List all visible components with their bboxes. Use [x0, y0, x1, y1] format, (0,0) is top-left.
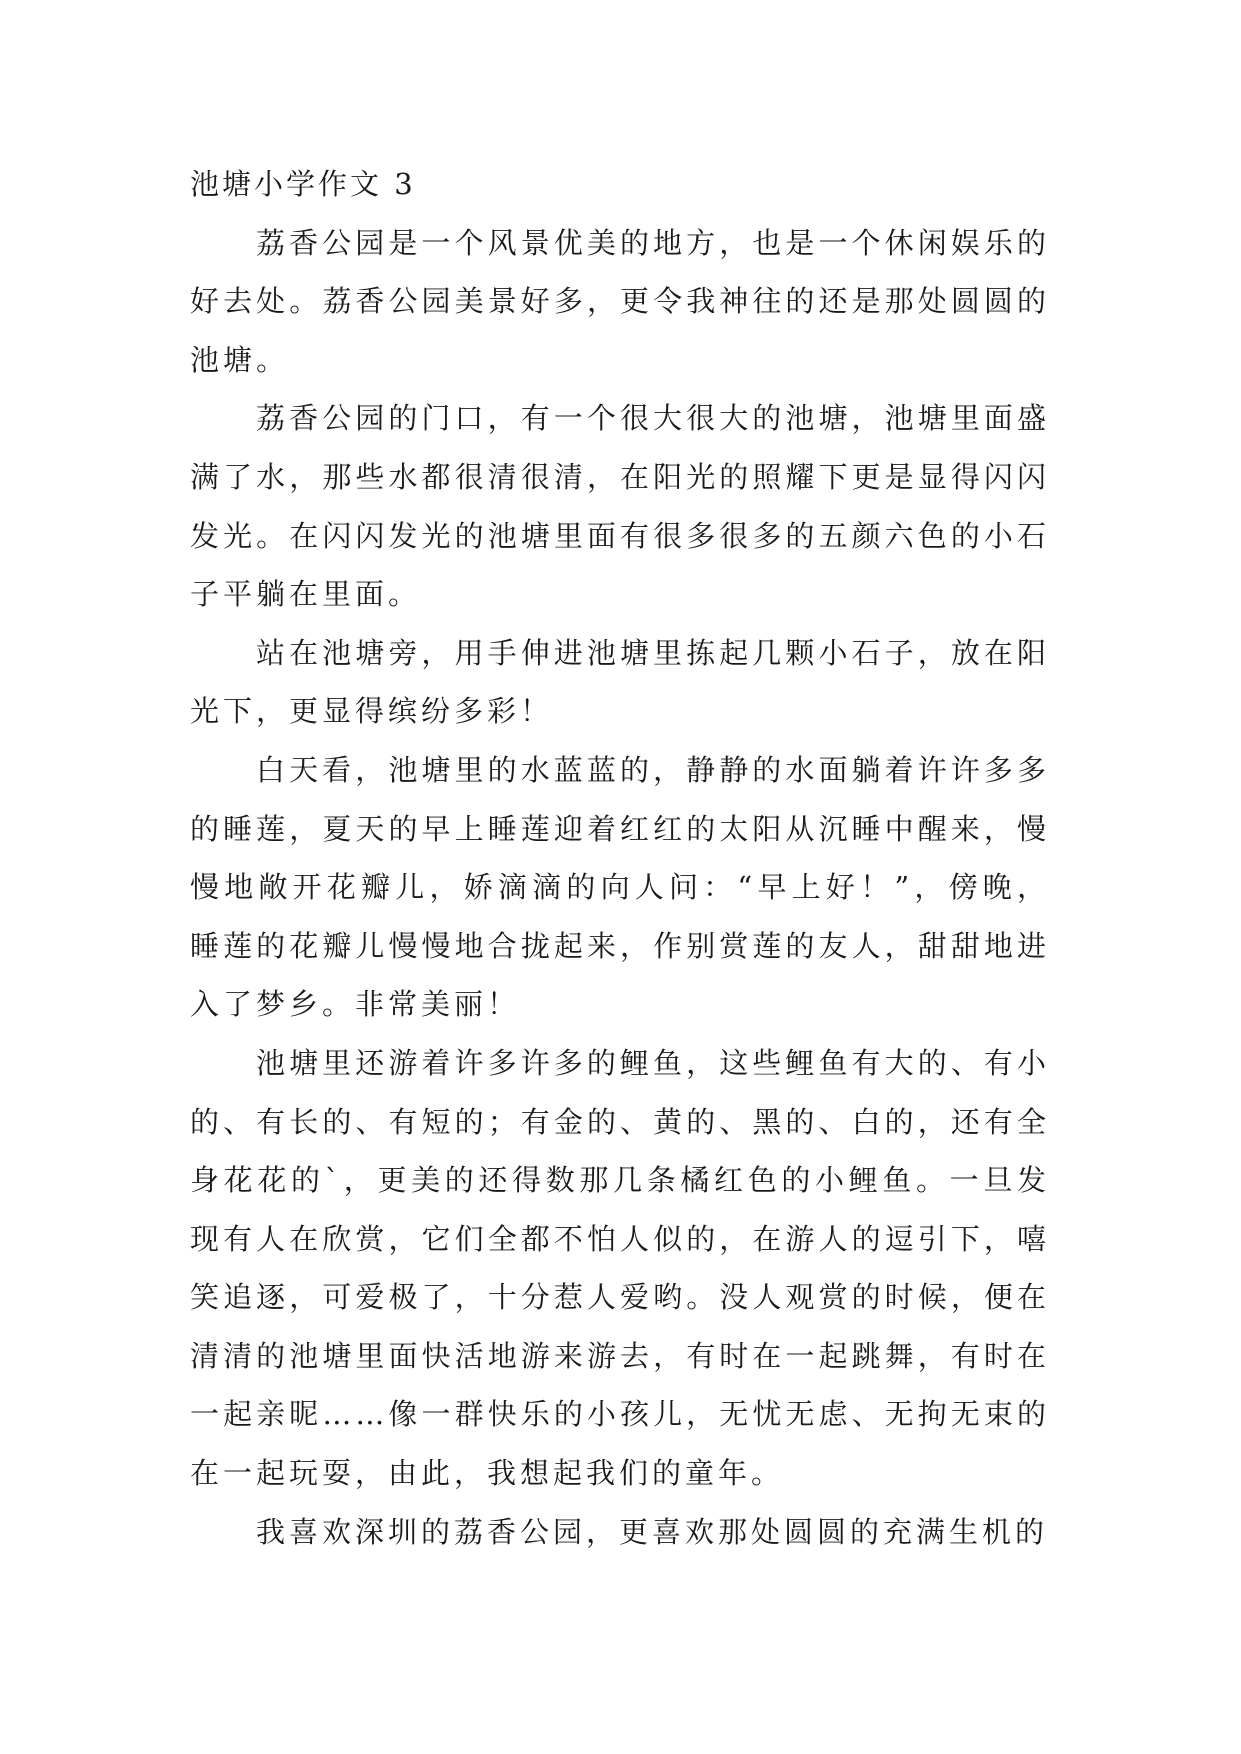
paragraph-pond-entrance: 荔香公园的门口，有一个很大很大的池塘，池塘里面盛满了水，那些水都很清很清，在阳光的照耀下更是显得闪闪发光。在闪闪发光的池塘里面有很多很多的五颜六色的小石子平躺在里面。 — [190, 401, 1050, 612]
paragraph-water-lilies: 白天看，池塘里的水蓝蓝的，静静的水面躺着许许多多的睡莲，夏天的早上睡莲迎着红红的太阳从沉睡中醒来，慢慢地敞开花瓣儿，娇滴滴的向人问：“早上好！”，傍晚，睡莲的花瓣儿慢慢地合拢起来，作别赏莲的友人，甜甜地进入了梦乡。非常美丽！ — [190, 752, 1050, 1022]
essay-title: 池塘小学作文 3 — [190, 167, 416, 201]
paragraph-closing: 我喜欢深圳的荔香公园，更喜欢那处圆圆的充满生机的 — [256, 1514, 1049, 1549]
paragraph-pebbles: 站在池塘旁，用手伸进池塘里拣起几颗小石子，放在阳光下，更显得缤纷多彩！ — [190, 635, 1050, 729]
essay-body — [190, 155, 1050, 1561]
paragraph-carp: 池塘里还游着许多许多的鲤鱼，这些鲤鱼有大的、有小的、有长的、有短的；有金的、黄的、黑的、白的，还有全身花花的`，更美的还得数那几条橘红色的小鲤鱼。一旦发现有人在欣赏，它们全都不怕人似的，在游人的逗引下，嘻笑追逐，可爱极了，十分惹人爱哟。没人观赏的时候，便在清清的池塘里面快活地游来游去，有时在一起跳舞，有时在一起亲昵……像一群快乐的小孩儿，无忧无虑、无拘无束的在一起玩耍，由此，我想起我们的童年。 — [190, 1045, 1050, 1491]
paragraph-intro: 荔香公园是一个风景优美的地方，也是一个休闲娱乐的好去处。荔香公园美景好多，更令我神往的还是那处圆圆的池塘。 — [190, 225, 1050, 377]
